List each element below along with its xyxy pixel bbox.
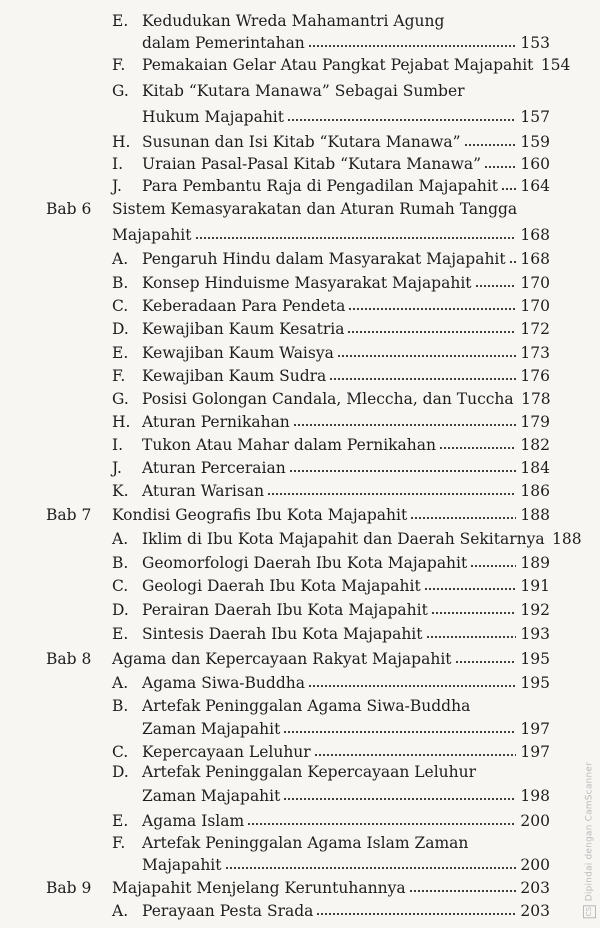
toc-section-letter: C. bbox=[112, 297, 129, 315]
toc-page-number: 191 bbox=[520, 577, 550, 595]
toc-dot-leader bbox=[247, 821, 516, 827]
toc-page-number: 159 bbox=[520, 133, 550, 151]
toc-section-letter: A. bbox=[112, 530, 129, 548]
toc-chapter-number: Bab 6 bbox=[46, 200, 92, 218]
toc-entry-title: Para Pembantu Raja di Pengadilan Majapahit bbox=[142, 177, 499, 195]
toc-line bbox=[112, 550, 550, 572]
toc-page-number: 179 bbox=[520, 413, 550, 431]
toc-line bbox=[112, 246, 550, 268]
toc-page-number: 164 bbox=[520, 177, 550, 195]
toc-dot-leader bbox=[308, 683, 516, 689]
toc-entry-title: Kepercayaan Leluhur bbox=[142, 743, 311, 761]
toc-section-letter: B. bbox=[112, 554, 129, 572]
toc-section-letter: I. bbox=[112, 155, 124, 173]
toc-page-number: 188 bbox=[552, 530, 582, 548]
toc-section-letter: E. bbox=[112, 812, 129, 830]
toc-section-letter: G. bbox=[112, 390, 129, 408]
toc-entry-title: Pemakaian Gelar Atau Pangkat Pejabat Majapahit bbox=[142, 56, 534, 74]
toc-section-letter: F. bbox=[112, 56, 126, 74]
toc-line bbox=[112, 386, 550, 408]
toc-dot-leader bbox=[475, 283, 516, 289]
watermark-text: Dipindai dengan CamScanner bbox=[584, 761, 595, 901]
toc-line bbox=[112, 78, 550, 100]
toc-page-number: 203 bbox=[520, 902, 550, 920]
toc-dot-leader bbox=[293, 422, 516, 428]
toc-line bbox=[112, 478, 550, 500]
toc-entry-title: Zaman Majapahit bbox=[142, 787, 281, 805]
toc-entry-title: Hukum Majapahit bbox=[142, 108, 284, 126]
toc-entry-title: Majapahit bbox=[142, 856, 222, 874]
toc-entry-title: Kedudukan Wreda Mahamantri Agung bbox=[142, 12, 445, 30]
toc-section-letter: F. bbox=[112, 834, 126, 852]
toc-entry-title: Sistem Kemasyarakatan dan Aturan Rumah Tangga bbox=[112, 200, 518, 218]
toc-page-number: 192 bbox=[520, 601, 550, 619]
toc-line bbox=[112, 573, 550, 595]
toc-line bbox=[142, 30, 550, 52]
toc-page-number: 203 bbox=[520, 879, 550, 897]
toc-entry-title: Agama dan Kepercayaan Rakyat Majapahit bbox=[112, 650, 452, 668]
toc-section-letter: I. bbox=[112, 436, 124, 454]
toc-section-letter: C. bbox=[112, 743, 129, 761]
toc-line bbox=[112, 270, 550, 292]
toc-line bbox=[112, 173, 550, 195]
toc-page-number: 157 bbox=[520, 108, 550, 126]
toc-dot-leader bbox=[225, 865, 517, 871]
toc-entry-title: Majapahit bbox=[112, 226, 192, 244]
toc-section-letter: B. bbox=[112, 274, 129, 292]
toc-entry-title: Agama Islam bbox=[142, 812, 245, 830]
toc-dot-leader bbox=[195, 235, 517, 241]
toc-section-letter: D. bbox=[112, 320, 129, 338]
toc-dot-leader bbox=[347, 329, 516, 335]
toc-page-number: 198 bbox=[520, 787, 550, 805]
toc-entry-title: Sintesis Daerah Ibu Kota Majapahit bbox=[142, 625, 423, 643]
toc-line bbox=[112, 759, 550, 781]
toc-page-number: 182 bbox=[520, 436, 550, 454]
toc-section-letter: J. bbox=[112, 177, 122, 195]
toc-entry-title: Kondisi Geografis Ibu Kota Majapahit bbox=[112, 506, 408, 524]
toc-line bbox=[112, 739, 550, 761]
toc-line bbox=[112, 526, 582, 548]
toc-page-number: 195 bbox=[520, 650, 550, 668]
toc-page-number: 193 bbox=[520, 625, 550, 643]
toc-dot-leader bbox=[348, 306, 516, 312]
toc-entry-title: Konsep Hinduisme Masyarakat Majapahit bbox=[142, 274, 472, 292]
toc-line bbox=[112, 875, 550, 897]
toc-page-number: 188 bbox=[520, 506, 550, 524]
toc-entry-title: Uraian Pasal-Pasal Kitab “Kutara Manawa” bbox=[142, 155, 482, 173]
toc-section-letter: E. bbox=[112, 625, 129, 643]
toc-dot-leader bbox=[410, 515, 516, 521]
toc-entry-title: Pengaruh Hindu dalam Masyarakat Majapahit bbox=[142, 250, 506, 268]
toc-entry-title: Kewajiban Kaum Kesatria bbox=[142, 320, 345, 338]
toc-page-number: 197 bbox=[520, 743, 550, 761]
toc-entry-title: Zaman Majapahit bbox=[142, 720, 281, 738]
toc-chapter-number: Bab 8 bbox=[46, 650, 92, 668]
toc-page-number: 200 bbox=[520, 856, 550, 874]
toc-page-number: 173 bbox=[520, 344, 550, 362]
toc-entry-title: Aturan Warisan bbox=[142, 482, 265, 500]
toc-entry-title: Artefak Peninggalan Agama Siwa-Buddha bbox=[142, 697, 471, 715]
toc-line bbox=[112, 646, 550, 668]
toc-entry-title: Iklim di Ibu Kota Majapahit dan Daerah Sekitarnya bbox=[142, 530, 545, 548]
toc-dot-leader bbox=[484, 164, 516, 170]
toc-line bbox=[112, 621, 550, 643]
toc-section-letter: A. bbox=[112, 902, 129, 920]
toc-section-letter: B. bbox=[112, 697, 129, 715]
toc-line bbox=[112, 151, 550, 173]
toc-line bbox=[112, 830, 550, 852]
toc-chapter-number: Bab 7 bbox=[46, 506, 92, 524]
toc-line bbox=[142, 783, 550, 805]
toc-entry-title: Keberadaan Para Pendeta bbox=[142, 297, 346, 315]
toc-page-number: 184 bbox=[520, 459, 550, 477]
toc-entry-title: Perayaan Pesta Srada bbox=[142, 902, 314, 920]
toc-section-letter: G. bbox=[112, 82, 129, 100]
toc-dot-leader bbox=[314, 752, 516, 758]
toc-line bbox=[112, 363, 550, 385]
toc-section-letter: D. bbox=[112, 763, 129, 781]
toc-line bbox=[112, 8, 550, 30]
toc-line bbox=[112, 196, 550, 218]
toc-line bbox=[142, 716, 550, 738]
toc-section-letter: D. bbox=[112, 601, 129, 619]
toc-dot-leader bbox=[426, 634, 517, 640]
toc-page-number: 176 bbox=[520, 367, 550, 385]
toc-line bbox=[112, 316, 550, 338]
toc-dot-leader bbox=[501, 186, 516, 192]
toc-section-letter: E. bbox=[112, 12, 129, 30]
toc-section-letter: F. bbox=[112, 367, 126, 385]
toc-section-letter: A. bbox=[112, 250, 129, 268]
toc-entry-title: Kewajiban Kaum Waisya bbox=[142, 344, 334, 362]
toc-section-letter: A. bbox=[112, 674, 129, 692]
toc-section-letter: J. bbox=[112, 459, 122, 477]
toc-page-number: 172 bbox=[520, 320, 550, 338]
toc-dot-leader bbox=[283, 729, 516, 735]
toc-entry-title: Agama Siwa-Buddha bbox=[142, 674, 305, 692]
toc-line bbox=[112, 502, 550, 524]
toc-dot-leader bbox=[431, 610, 516, 616]
toc-line bbox=[112, 808, 550, 830]
toc-page-number: 195 bbox=[520, 674, 550, 692]
toc-entry-title: dalam Pemerintahan bbox=[142, 34, 305, 52]
toc-entry-title: Geomorfologi Daerah Ibu Kota Majapahit bbox=[142, 554, 468, 572]
toc-dot-leader bbox=[409, 888, 516, 894]
toc-line bbox=[112, 455, 550, 477]
toc-line bbox=[112, 670, 550, 692]
camscanner-logo: CS bbox=[583, 905, 596, 918]
toc-page-number: 178 bbox=[521, 390, 551, 408]
toc-entry-title: Geologi Daerah Ibu Kota Majapahit bbox=[142, 577, 421, 595]
toc-entry-title: Artefak Peninggalan Kepercayaan Leluhur bbox=[142, 763, 477, 781]
toc-entry-title: Kewajiban Kaum Sudra bbox=[142, 367, 327, 385]
toc-dot-leader bbox=[509, 259, 516, 265]
toc-section-letter: C. bbox=[112, 577, 129, 595]
toc-line bbox=[142, 104, 550, 126]
toc-line bbox=[112, 432, 550, 454]
toc-dot-leader bbox=[470, 563, 516, 569]
toc-page-number: 186 bbox=[520, 482, 550, 500]
toc-chapter-number: Bab 9 bbox=[46, 879, 92, 897]
toc-dot-leader bbox=[329, 376, 516, 382]
toc-dot-leader bbox=[455, 659, 516, 665]
toc-entry-title: Majapahit Menjelang Keruntuhannya bbox=[112, 879, 406, 897]
toc-line bbox=[112, 293, 550, 315]
toc-entry-title: Perairan Daerah Ibu Kota Majapahit bbox=[142, 601, 428, 619]
toc-section-letter: H. bbox=[112, 413, 131, 431]
toc-section-letter: E. bbox=[112, 344, 129, 362]
toc-line bbox=[112, 693, 550, 715]
toc-line bbox=[112, 898, 550, 920]
toc-entry-title: Susunan dan Isi Kitab “Kutara Manawa” bbox=[142, 133, 461, 151]
toc-page-number: 170 bbox=[520, 297, 550, 315]
toc-page-number: 197 bbox=[520, 720, 550, 738]
toc-dot-leader bbox=[308, 43, 516, 49]
scanner-watermark bbox=[583, 762, 596, 918]
toc-page-number: 160 bbox=[520, 155, 550, 173]
toc-dot-leader bbox=[439, 445, 516, 451]
toc-entry-title: Kitab “Kutara Manawa” Sebagai Sumber bbox=[142, 82, 465, 100]
toc-section-letter: K. bbox=[112, 482, 129, 500]
toc-line bbox=[112, 129, 550, 151]
toc-page-number: 154 bbox=[540, 56, 571, 74]
toc-entry-title: Artefak Peninggalan Agama Islam Zaman bbox=[142, 834, 469, 852]
toc-page-number: 200 bbox=[520, 812, 550, 830]
toc-line bbox=[112, 340, 550, 362]
toc-page-number: 170 bbox=[520, 274, 550, 292]
toc-entry-title: Posisi Golongan Candala, Mleccha, dan Tuccha bbox=[142, 390, 514, 408]
toc-dot-leader bbox=[424, 586, 516, 592]
toc-dot-leader bbox=[316, 911, 516, 917]
toc-line bbox=[112, 52, 571, 74]
toc-entry-title: Aturan Pernikahan bbox=[142, 413, 290, 431]
toc-dot-leader bbox=[289, 468, 516, 474]
toc-dot-leader bbox=[464, 142, 516, 148]
toc-page-number: 168 bbox=[520, 250, 550, 268]
toc-line bbox=[112, 222, 550, 244]
toc-page-number: 153 bbox=[520, 34, 550, 52]
toc-line bbox=[112, 597, 550, 619]
toc-page-number: 189 bbox=[520, 554, 550, 572]
toc-page-number: 168 bbox=[520, 226, 550, 244]
toc-line bbox=[142, 852, 550, 874]
toc-dot-leader bbox=[337, 353, 516, 359]
toc-dot-leader bbox=[283, 796, 516, 802]
toc-dot-leader bbox=[287, 117, 516, 123]
toc-dot-leader bbox=[267, 491, 516, 497]
toc-line bbox=[112, 409, 550, 431]
toc-section-letter: H. bbox=[112, 133, 131, 151]
toc-entry-title: Aturan Perceraian bbox=[142, 459, 286, 477]
toc-entry-title: Tukon Atau Mahar dalam Pernikahan bbox=[142, 436, 437, 454]
